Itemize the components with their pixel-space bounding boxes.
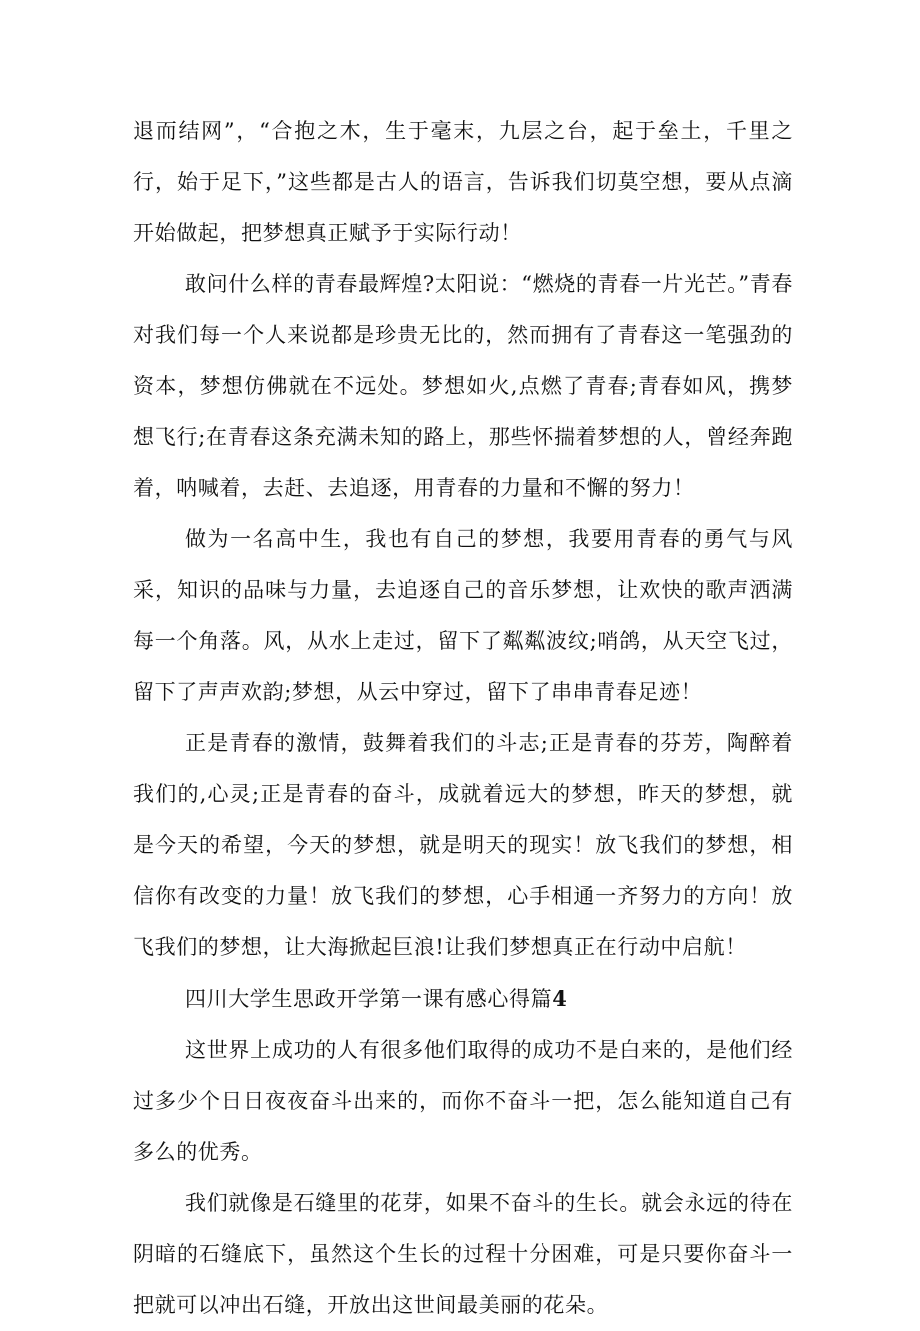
section-heading (133, 973, 793, 1025)
paragraph-1: 退而结网”，“合抱之木，生于毫末，九层之台，起于垒土，千里之行，始于足下，”这些都是古人的语言，告诉我们切莫空想，要从点滴开始做起，把梦想真正赋予于实际行动！ (133, 119, 793, 245)
paragraph-3: 做为一名高中生，我也有自己的梦想，我要用青春的勇气与风采，知识的品味与力量，去追逐自己的音乐梦想，让欢快的歌声洒满每一个角落。风，从水上走过，留下了粼粼波纹;哨鸽，从天空飞过，留下了声声欢韵;梦想，从云中穿过，留下了串串青春足迹！ (133, 527, 793, 704)
paragraph-4: 正是青春的激情，鼓舞着我们的斗志;正是青春的芬芳，陶醉着我们的,心灵;正是青春的奋斗，成就着远大的梦想，昨天的梦想，就是今天的希望，今天的梦想，就是明天的现实！放飞我们的梦想，相信你有改变的力量！放飞我们的梦想，心手相通一齐努力的方向！放飞我们的梦想，让大海掀起巨浪!让我们梦想真正在行动中启航！ (133, 731, 793, 959)
paragraph-2: 敢问什么样的青春最辉煌?太阳说：“燃烧的青春一片光芒。”青春对我们每一个人来说都是珍贵无比的，然而拥有了青春这一笔强劲的资本，梦想仿佛就在不远处。梦想如火,点燃了青春;青春如风，携梦想飞行;在青春这条充满未知的路上，那些怀揣着梦想的人，曾经奔跑着，呐喊着，去赶、去追逐，用青春的力量和不懈的努力！ (133, 272, 793, 500)
section-heading-number: 4 (552, 986, 568, 1011)
paragraph-6: 我们就像是石缝里的花芽，如果不奋斗的生长。就会永远的待在阴暗的石缝底下，虽然这个生长的过程十分困难，可是只要你奋斗一把就可以冲出石缝，开放出这世间最美丽的花朵。 (133, 1191, 793, 1317)
paragraph-5: 这世界上成功的人有很多他们取得的成功不是白来的，是他们经过多少个日日夜夜奋斗出来的，而你不奋斗一把，怎么能知道自己有多么的优秀。 (133, 1038, 793, 1164)
document-body (133, 106, 793, 1331)
section-heading-text: 四川大学生思政开学第一课有感心得篇 (185, 987, 553, 1011)
